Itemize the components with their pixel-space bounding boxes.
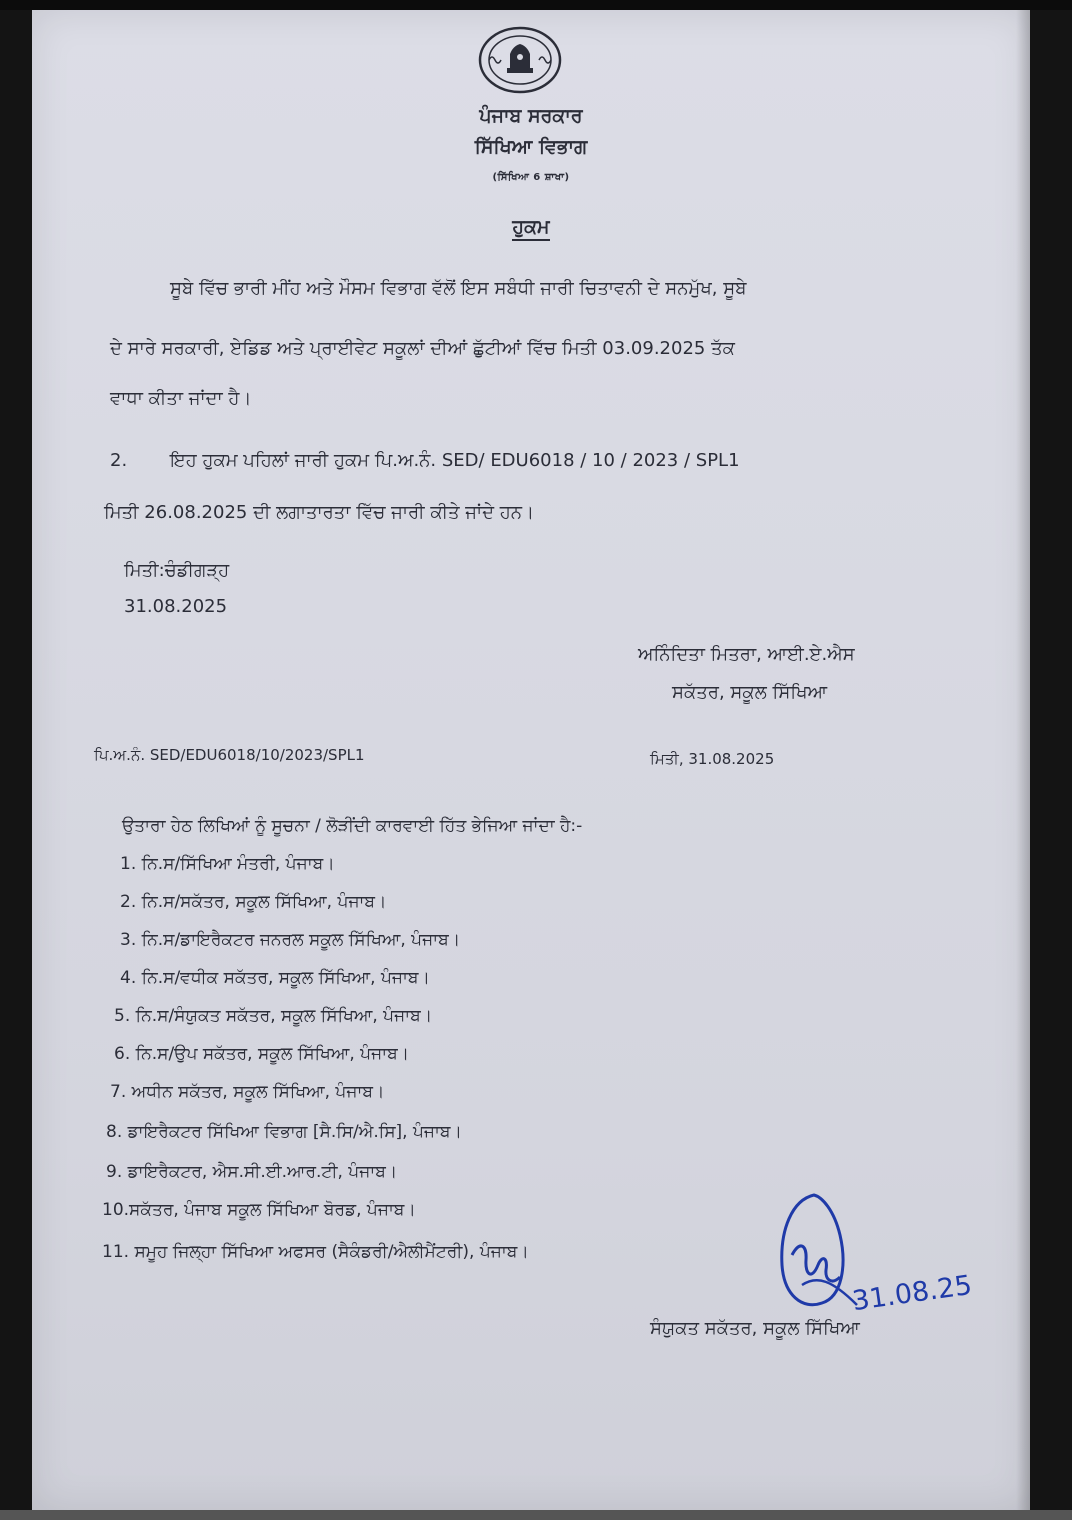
list-item: 8. ਡਾਇਰੈਕਟਰ ਸਿੱਖਿਆ ਵਿਭਾਗ [ਸੈ.ਸਿ/ਐ.ਸਿ], ਪੰਜਾਬ।	[106, 1122, 462, 1142]
endorsement-ref: ਪਿ.ਅ.ਨੰ. SED/EDU6018/10/2023/SPL1	[94, 746, 365, 764]
list-item: 10.ਸਕੱਤਰ, ਪੰਜਾਬ ਸਕੂਲ ਸਿੱਖਿਆ ਬੋਰਡ, ਪੰਜਾਬ।	[102, 1200, 416, 1220]
para2-line1: ਇਹ ਹੁਕਮ ਪਹਿਲਾਂ ਜਾਰੀ ਹੁਕਮ ਪਿ.ਅ.ਨੰ. SED/ EDU6018 / 10 / 2023 / SPL1	[170, 450, 740, 471]
list-item: 11. ਸਮੂਹ ਜਿਲ੍ਹਾ ਸਿੱਖਿਆ ਅਫਸਰ (ਸੈਕੰਡਰੀ/ਐਲੀਮੈਂਟਰੀ), ਪੰਜਾਬ।	[102, 1242, 529, 1262]
endorsement-date: ਮਿਤੀ, 31.08.2025	[650, 750, 775, 768]
list-item: 6. ਨਿ.ਸ/ਉਪ ਸਕੱਤਰ, ਸਕੂਲ ਸਿੱਖਿਆ, ਪੰਜਾਬ।	[114, 1044, 410, 1064]
header-government: ਪੰਜਾਬ ਸਰਕਾਰ	[479, 105, 583, 127]
list-item: 2. ਨਿ.ਸ/ਸਕੱਤਰ, ਸਕੂਲ ਸਿੱਖਿਆ, ਪੰਜਾਬ।	[120, 892, 387, 912]
para1-line2: ਦੇ ਸਾਰੇ ਸਰਕਾਰੀ, ਏਡਿਡ ਅਤੇ ਪ੍ਰਾਈਵੇਟ ਸਕੂਲਾਂ ਦੀਆਂ ਛੁੱਟੀਆਂ ਵਿੱਚ ਮਿਤੀ 03.09.2025 ਤੱਕ	[110, 338, 735, 359]
para1-line1: ਸੂਬੇ ਵਿੱਚ ਭਾਰੀ ਮੀਂਹ ਅਤੇ ਮੌਸਮ ਵਿਭਾਗ ਵੱਲੋਂ ਇਸ ਸਬੰਧੀ ਜਾਰੀ ਚਿਤਾਵਨੀ ਦੇ ਸਨਮੁੱਖ, ਸੂਬੇ	[170, 278, 747, 299]
header-department: ਸਿੱਖਿਆ ਵਿਭਾਗ	[474, 136, 588, 158]
order-title-text: ਹੁਕਮ	[512, 216, 549, 241]
para1-line3: ਵਾਧਾ ਕੀਤਾ ਜਾਂਦਾ ਹੈ।	[110, 388, 252, 409]
list-item: 1. ਨਿ.ਸ/ਸਿੱਖਿਆ ਮੰਤਰੀ, ਪੰਜਾਬ।	[120, 854, 335, 874]
signatory2-designation: ਸੰਯੁਕਤ ਸਕੱਤਰ, ਸਕੂਲ ਸਿੱਖਿਆ	[650, 1318, 860, 1339]
list-item: 4. ਨਿ.ਸ/ਵਧੀਕ ਸਕੱਤਰ, ਸਕੂਲ ਸਿੱਖਿਆ, ਪੰਜਾਬ।	[120, 968, 430, 988]
signature-date: 31.08.25	[850, 1269, 974, 1318]
list-item: 3. ਨਿ.ਸ/ਡਾਇਰੈਕਟਰ ਜਨਰਲ ਸਕੂਲ ਸਿੱਖਿਆ, ਪੰਜਾਬ।	[120, 930, 461, 950]
endorsement-intro: ਉਤਾਰਾ ਹੇਠ ਲਿਖਿਆਂ ਨੂੰ ਸੂਚਨਾ / ਲੋੜੀਂਦੀ ਕਾਰਵਾਈ ਹਿੱਤ ਭੇਜਿਆ ਜਾਂਦਾ ਹੈ:-	[122, 816, 583, 836]
order-title	[32, 216, 1030, 238]
government-emblem-icon	[477, 24, 563, 96]
para2-number: 2.	[110, 450, 128, 471]
place-label: ਮਿਤੀ:ਚੰਡੀਗੜ੍ਹ	[124, 560, 230, 581]
document-page	[32, 10, 1030, 1510]
para2-line2: ਮਿਤੀ 26.08.2025 ਦੀ ਲਗਾਤਾਰਤਾ ਵਿੱਚ ਜਾਰੀ ਕੀਤੇ ਜਾਂਦੇ ਹਨ।	[104, 502, 535, 523]
list-item: 7. ਅਧੀਨ ਸਕੱਤਰ, ਸਕੂਲ ਸਿੱਖਿਆ, ਪੰਜਾਬ।	[110, 1082, 385, 1102]
list-item: 5. ਨਿ.ਸ/ਸੰਯੁਕਤ ਸਕੱਤਰ, ਸਕੂਲ ਸਿੱਖਿਆ, ਪੰਜਾਬ।	[114, 1006, 433, 1026]
top-black-bar	[0, 0, 1072, 10]
bottom-strip	[0, 1510, 1072, 1520]
list-item: 9. ਡਾਇਰੈਕਟਰ, ਐਸ.ਸੀ.ਈ.ਆਰ.ਟੀ, ਪੰਜਾਬ।	[106, 1162, 398, 1182]
header-branch: (ਸਿੱਖਿਆ 6 ਸ਼ਾਖਾ)	[492, 172, 570, 183]
signatory1-designation: ਸਕੱਤਰ, ਸਕੂਲ ਸਿੱਖਿਆ	[672, 682, 828, 703]
issue-date: 31.08.2025	[124, 596, 228, 617]
signatory1-name: ਅਨਿੰਦਿਤਾ ਮਿਤਰਾ, ਆਈ.ਏ.ਐਸ	[638, 644, 855, 665]
